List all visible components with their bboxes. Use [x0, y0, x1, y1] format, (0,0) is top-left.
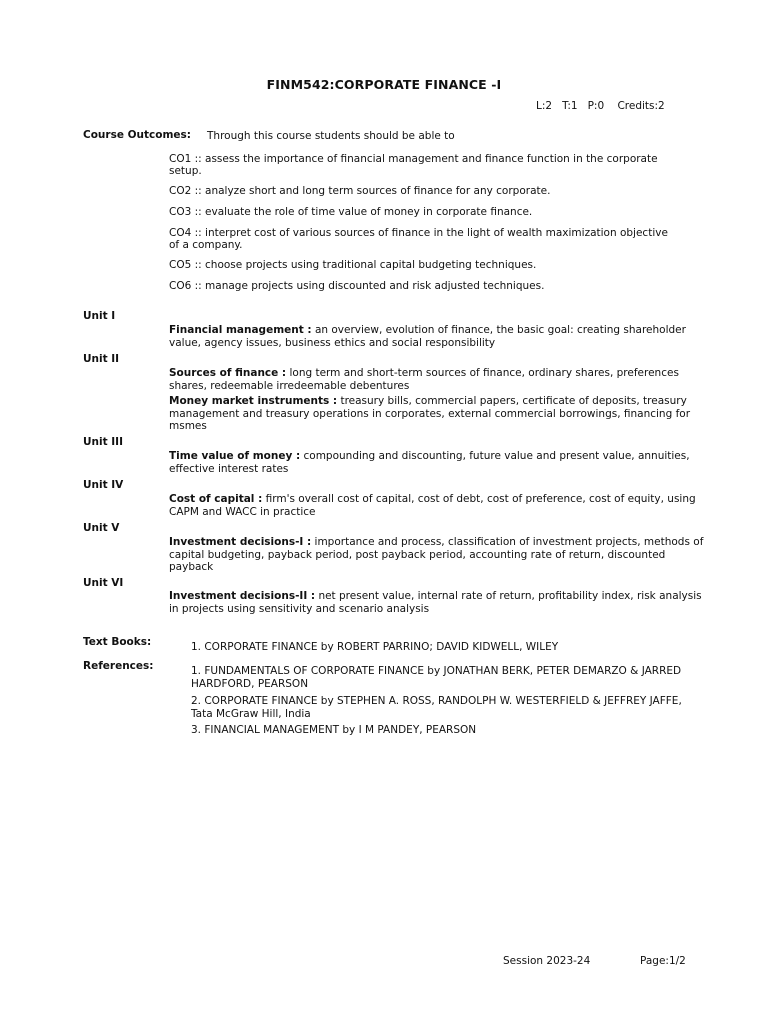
- course-title: FINM542:CORPORATE FINANCE -I: [266, 77, 502, 92]
- course-outcome-2: CO2 :: analyze short and long term sources of finance for any corporate.: [169, 185, 551, 197]
- text-book-item: 1. CORPORATE FINANCE by ROBERT PARRINO; DAVID KIDWELL, WILEY: [191, 641, 559, 653]
- topic-text: treasury bills, commercial papers, certificate of deposits, treasury management and treasury operations in corporates, external commercial borrowings, financing for msmes: [169, 395, 691, 432]
- unit-topic: [169, 324, 709, 349]
- topic-text: compounding and discounting, future value and present value, annuities, effective interest rates: [169, 450, 690, 475]
- unit-topic: [169, 367, 709, 392]
- course-outcomes-intro: Through this course students should be able to: [207, 130, 455, 142]
- reference-item: 2. CORPORATE FINANCE by STEPHEN A. ROSS, RANDOLPH W. WESTERFIELD & JEFFREY JAFFE, Tata McGraw Hill, India: [191, 695, 682, 720]
- topic-heading: Sources of finance :: [169, 367, 287, 379]
- unit-label: Unit I: [83, 310, 116, 322]
- topic-heading: Money market instruments :: [169, 395, 338, 407]
- topic-heading: Investment decisions-I :: [169, 536, 312, 548]
- reference-item: 3. FINANCIAL MANAGEMENT by I M PANDEY, PEARSON: [191, 724, 477, 736]
- unit-label: Unit V: [83, 522, 120, 534]
- topic-heading: Financial management :: [169, 324, 312, 336]
- unit-label: Unit VI: [83, 577, 124, 589]
- topic-text: firm's overall cost of capital, cost of debt, cost of preference, cost of equity, using CAPM and WACC in practice: [169, 493, 696, 518]
- unit-label: Unit II: [83, 353, 120, 365]
- unit-topic: [169, 395, 709, 433]
- unit-topic: [169, 450, 709, 475]
- topic-heading: Cost of capital :: [169, 493, 263, 505]
- unit-topic: [169, 536, 709, 574]
- credit-structure: L:2 T:1 P:0 Credits:2: [536, 100, 665, 112]
- topic-text: importance and process, classification of investment projects, methods of capital budgeting, payback period, post payback period, accounting rate of return, discounted payback: [169, 536, 704, 573]
- unit-label: Unit III: [83, 436, 123, 448]
- course-outcome-4: CO4 :: interpret cost of various sources of finance in the light of wealth maximization objective of a company.: [169, 227, 668, 251]
- unit-label: Unit IV: [83, 479, 124, 491]
- course-outcome-3: CO3 :: evaluate the role of time value of money in corporate finance.: [169, 206, 533, 218]
- unit-topic: [169, 493, 709, 518]
- topic-heading: Investment decisions-II :: [169, 590, 316, 602]
- course-outcome-6: CO6 :: manage projects using discounted and risk adjusted techniques.: [169, 280, 545, 292]
- topic-text: long term and short-term sources of finance, ordinary shares, preferences shares, redeemable irredeemable debentures: [169, 367, 679, 392]
- course-outcome-5: CO5 :: choose projects using traditional capital budgeting techniques.: [169, 259, 537, 271]
- course-outcomes-label: Course Outcomes:: [83, 129, 191, 141]
- references-label: References:: [83, 660, 154, 672]
- page-number: Page:1/2: [640, 955, 686, 967]
- topic-text: net present value, internal rate of return, profitability index, risk analysis in projects using sensitivity and scenario analysis: [169, 590, 702, 615]
- text-books-label: Text Books:: [83, 636, 152, 648]
- topic-text: an overview, evolution of finance, the basic goal: creating shareholder value, agency issues, business ethics and social responsibility: [169, 324, 686, 349]
- reference-item: 1. FUNDAMENTALS OF CORPORATE FINANCE by JONATHAN BERK, PETER DEMARZO & JARRED HARDFORD, PEARSON: [191, 665, 682, 690]
- topic-heading: Time value of money :: [169, 450, 301, 462]
- session-label: Session 2023-24: [503, 955, 591, 967]
- unit-topic: [169, 590, 709, 615]
- course-outcome-1: CO1 :: assess the importance of financial management and finance function in the corporate setup.: [169, 153, 658, 177]
